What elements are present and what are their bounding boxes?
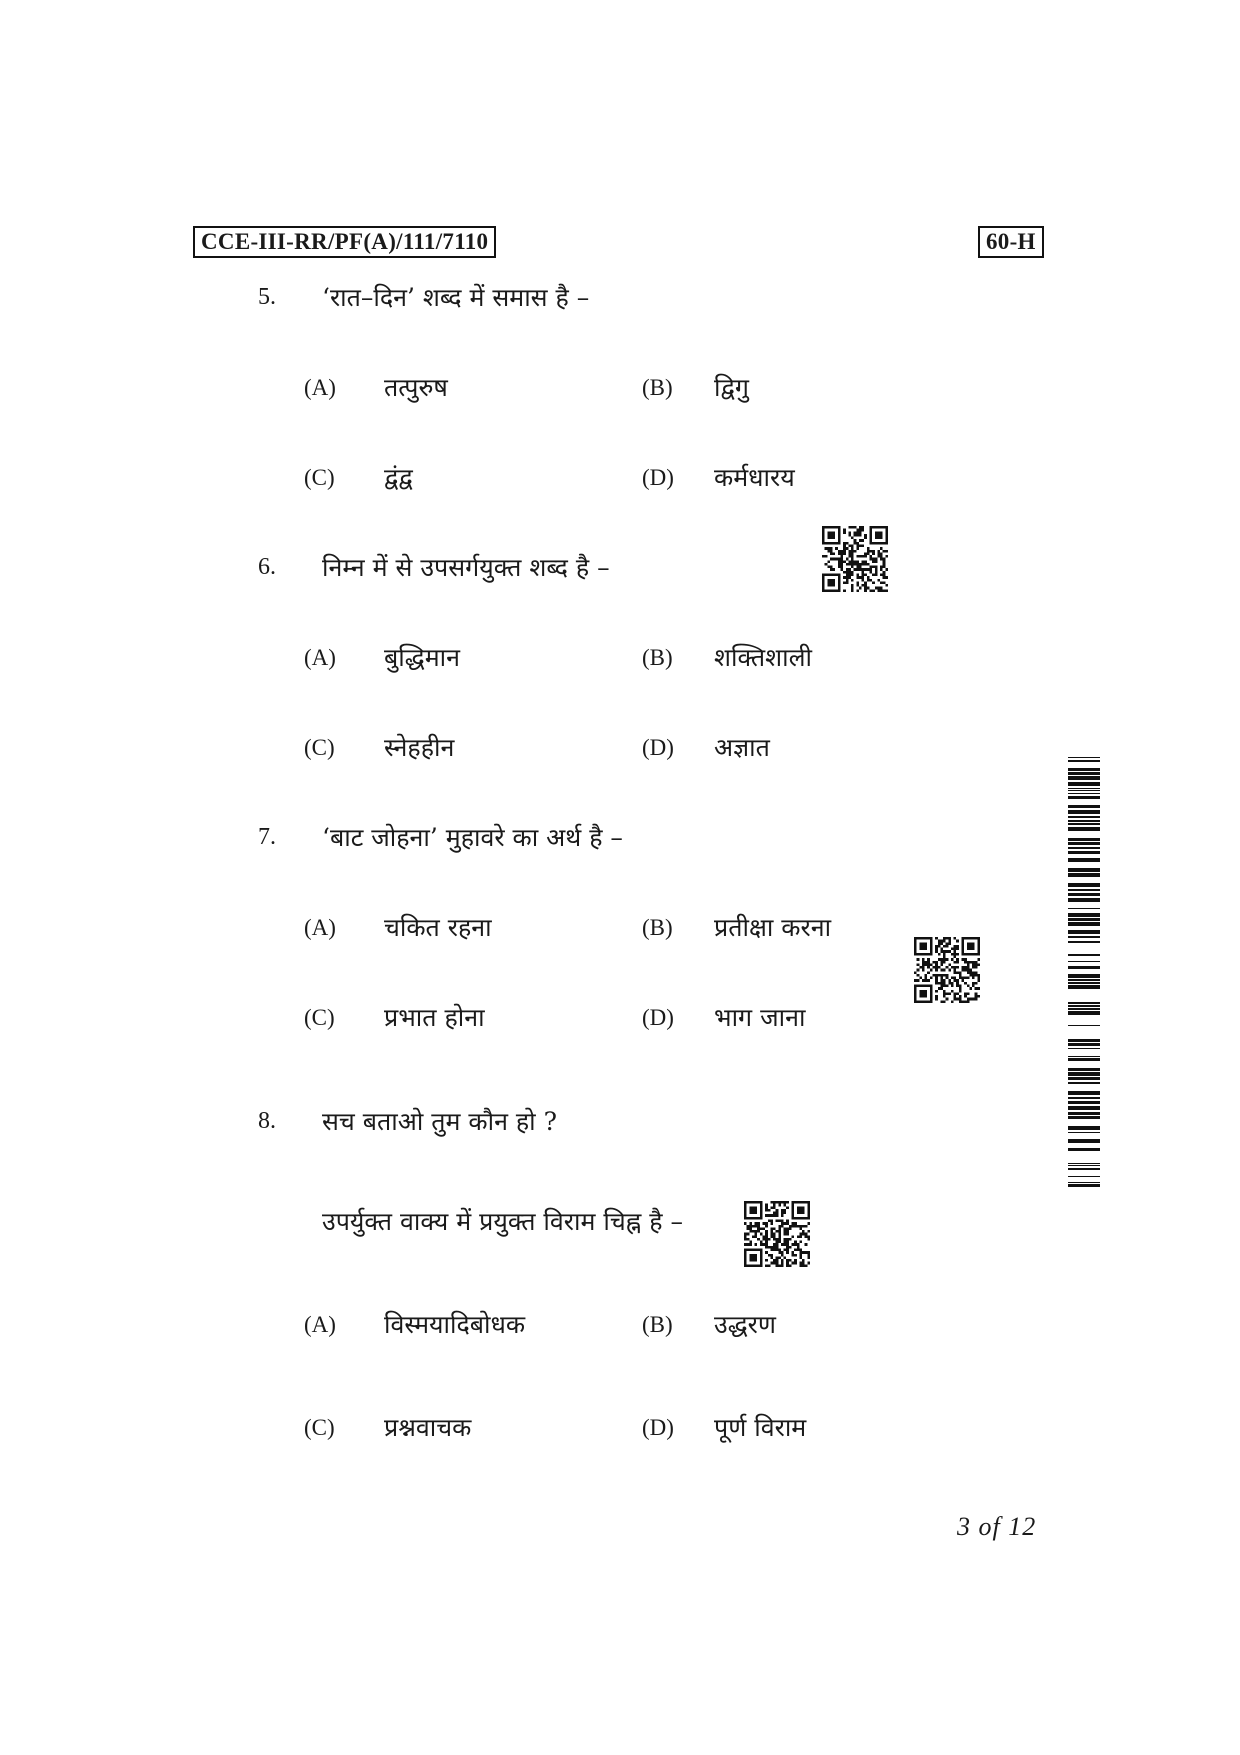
option-text: द्विगु <box>714 373 749 402</box>
question-number: 6. <box>258 554 276 580</box>
option-label: (D) <box>642 1415 674 1440</box>
question-text: सच बताओ तुम कौन हो ? <box>322 1107 557 1136</box>
option-text: प्रतीक्षा करना <box>714 913 832 942</box>
paper-code: CCE-III-RR/PF(A)/111/7110 <box>193 226 496 258</box>
option-label: (C) <box>304 735 335 760</box>
option-label: (D) <box>642 465 674 490</box>
option-text: भाग जाना <box>714 1003 806 1032</box>
option-label: (A) <box>304 915 336 940</box>
option-text: तत्पुरुष <box>384 373 448 402</box>
option-label: (A) <box>304 645 336 670</box>
option-label: (B) <box>642 645 673 670</box>
option-label: (C) <box>304 1415 335 1440</box>
option-label: (B) <box>642 1312 673 1337</box>
barcode-icon <box>1068 757 1100 1187</box>
qr-code-icon <box>744 1201 810 1267</box>
option-text: कर्मधारय <box>714 463 795 492</box>
option-text: पूर्ण विराम <box>714 1413 807 1442</box>
option-text: चकित रहना <box>384 913 492 942</box>
question-number: 8. <box>258 1108 276 1134</box>
option-label: (D) <box>642 735 674 760</box>
option-label: (C) <box>304 1005 335 1030</box>
page-number: 3 of 12 <box>957 1512 1037 1541</box>
option-text: शक्तिशाली <box>714 643 813 672</box>
option-text: बुद्धिमान <box>384 643 461 672</box>
qr-code-icon <box>914 937 980 1003</box>
booklet-code: 60-H <box>978 226 1044 258</box>
question-text: ‘बाट जोहना’ मुहावरे का अर्थ है – <box>322 823 623 852</box>
option-text: प्रभात होना <box>384 1003 485 1032</box>
option-text: द्वंद्व <box>384 463 413 492</box>
option-text: उद्धरण <box>714 1310 776 1339</box>
option-text: स्नेहहीन <box>384 733 455 762</box>
option-label: (A) <box>304 1312 336 1337</box>
option-label: (D) <box>642 1005 674 1030</box>
option-text: विस्मयादिबोधक <box>384 1310 526 1339</box>
question-text: ‘रात–दिन’ शब्द में समास है – <box>322 283 590 312</box>
option-label: (B) <box>642 915 673 940</box>
question-subtext: उपर्युक्त वाक्य में प्रयुक्त विराम चिह्न है – <box>322 1207 683 1236</box>
option-label: (C) <box>304 465 335 490</box>
option-label: (A) <box>304 375 336 400</box>
question-number: 7. <box>258 824 276 850</box>
option-text: प्रश्नवाचक <box>384 1413 472 1442</box>
question-text: निम्न में से उपसर्गयुक्त शब्द है – <box>322 553 610 582</box>
option-text: अज्ञात <box>714 733 770 762</box>
option-label: (B) <box>642 375 673 400</box>
qr-code-icon <box>822 526 888 592</box>
question-number: 5. <box>258 284 276 310</box>
